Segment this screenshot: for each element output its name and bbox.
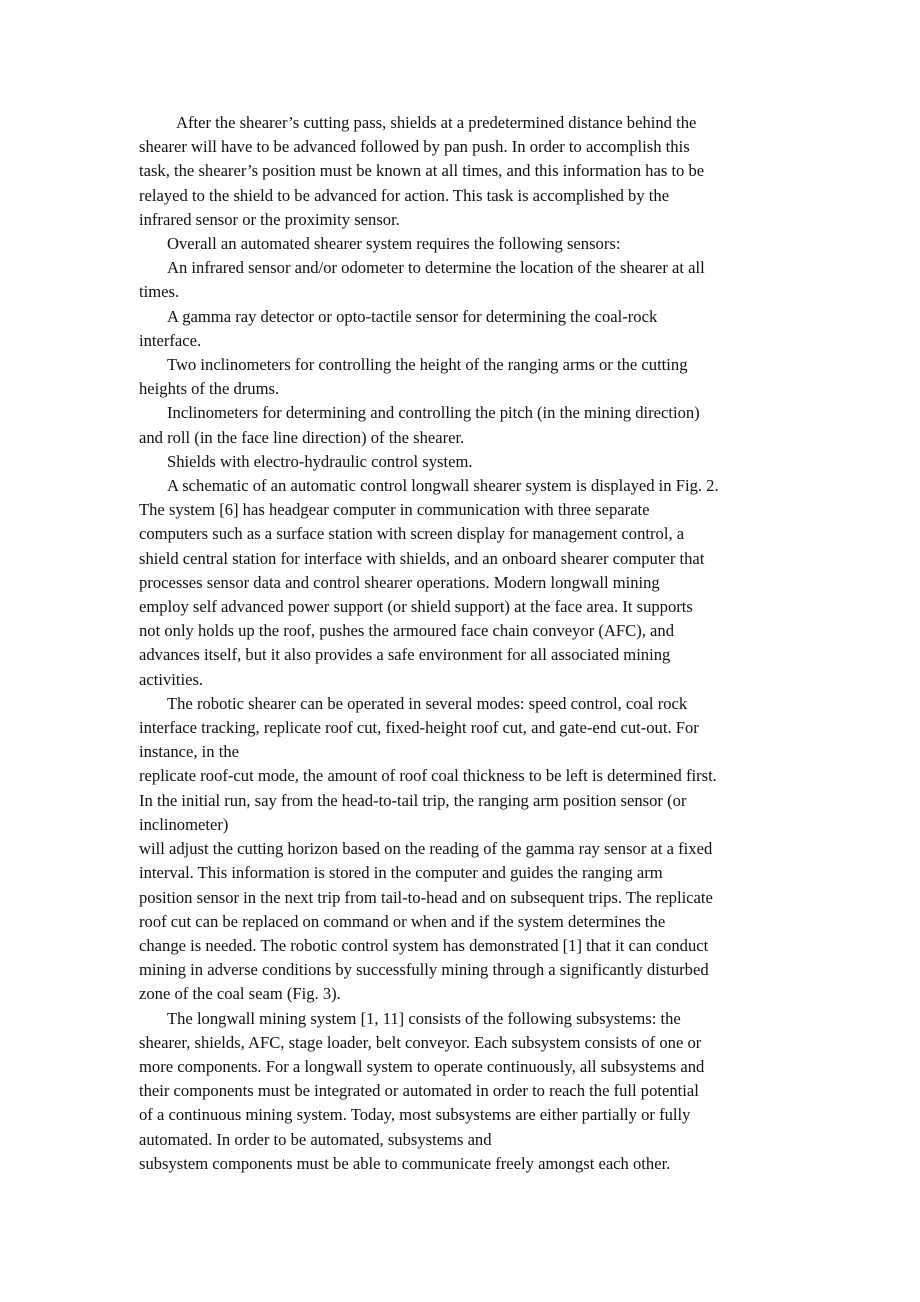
text-line: An infrared sensor and/or odometer to determine the location of the shearer at all bbox=[167, 258, 705, 278]
text-line: activities. bbox=[139, 669, 204, 689]
text-line: A schematic of an automatic control longwall shearer system is displayed in Fig. 2. bbox=[167, 476, 719, 496]
text-line: After the shearer’s cutting pass, shields at a predetermined distance behind the bbox=[176, 113, 697, 132]
text-line: task, the shearer’s position must be known at all times, and this information has to be bbox=[139, 161, 705, 181]
text-line: Inclinometers for determining and controlling the pitch (in the mining direction) bbox=[167, 403, 700, 423]
text-line: of a continuous mining system. Today, most subsystems are either partially or fully bbox=[139, 1105, 691, 1125]
text-line: shearer, shields, AFC, stage loader, belt conveyor. Each subsystem consists of one or bbox=[139, 1032, 702, 1052]
text-line: mining in adverse conditions by successfully mining through a significantly disturbed bbox=[139, 960, 709, 980]
text-line: In the initial run, say from the head-to-tail trip, the ranging arm position sensor (or bbox=[139, 790, 687, 810]
text-line: heights of the drums. bbox=[139, 379, 280, 399]
text-line: interval. This information is stored in the computer and guides the ranging arm bbox=[139, 863, 663, 883]
text-line: roof cut can be replaced on command or when and if the system determines the bbox=[139, 911, 666, 931]
text-line: The system [6] has headgear computer in communication with three separate bbox=[139, 500, 650, 520]
text-line: not only holds up the roof, pushes the armoured face chain conveyor (AFC), and bbox=[139, 621, 675, 641]
text-line: and roll (in the face line direction) of the shearer. bbox=[139, 427, 465, 447]
text-line: The longwall mining system [1, 11] consists of the following subsystems: the bbox=[167, 1008, 681, 1028]
text-line: interface. bbox=[139, 330, 202, 350]
text-line: shield central station for interface with shields, and an onboard shearer computer that bbox=[139, 548, 705, 568]
document-body bbox=[139, 111, 799, 1176]
text-line: infrared sensor or the proximity sensor. bbox=[139, 209, 400, 229]
text-line: computers such as a surface station with screen display for management control, a bbox=[139, 524, 685, 544]
text-line: relayed to the shield to be advanced for action. This task is accomplished by the bbox=[139, 185, 670, 205]
text-line: interface tracking, replicate roof cut, fixed-height roof cut, and gate-end cut-out. For bbox=[139, 718, 699, 738]
text-line: The robotic shearer can be operated in several modes: speed control, coal rock bbox=[167, 693, 688, 713]
text-line: instance, in the bbox=[139, 742, 239, 762]
text-line: more components. For a longwall system to operate continuously, all subsystems and bbox=[139, 1056, 705, 1076]
text-line: Overall an automated shearer system requires the following sensors: bbox=[167, 234, 621, 254]
text-line: zone of the coal seam (Fig. 3). bbox=[139, 984, 341, 1004]
text-line: processes sensor data and control shearer operations. Modern longwall mining bbox=[139, 572, 660, 592]
text-line: change is needed. The robotic control system has demonstrated [1] that it can conduct bbox=[139, 935, 709, 955]
text-line: times. bbox=[139, 282, 180, 302]
text-line: shearer will have to be advanced followed by pan push. In order to accomplish this bbox=[139, 137, 690, 157]
text-line: advances itself, but it also provides a safe environment for all associated mining bbox=[139, 645, 671, 665]
text-line: automated. In order to be automated, subsystems and bbox=[139, 1129, 492, 1149]
text-line: will adjust the cutting horizon based on the reading of the gamma ray sensor at a fixed bbox=[139, 839, 713, 859]
text-line: inclinometer) bbox=[139, 814, 229, 834]
text-line: employ self advanced power support (or shield support) at the face area. It supports bbox=[139, 597, 693, 617]
text-line: Two inclinometers for controlling the height of the ranging arms or the cutting bbox=[167, 355, 688, 375]
text-line: position sensor in the next trip from tail-to-head and on subsequent trips. The replicate bbox=[139, 887, 713, 907]
text-line: their components must be integrated or automated in order to reach the full potential bbox=[139, 1081, 699, 1101]
text-line: replicate roof-cut mode, the amount of roof coal thickness to be left is determined first. bbox=[139, 766, 717, 786]
text-line: Shields with electro-hydraulic control system. bbox=[167, 451, 473, 471]
text-line: A gamma ray detector or opto-tactile sensor for determining the coal-rock bbox=[167, 306, 658, 326]
text-line: subsystem components must be able to communicate freely amongst each other. bbox=[139, 1153, 671, 1173]
